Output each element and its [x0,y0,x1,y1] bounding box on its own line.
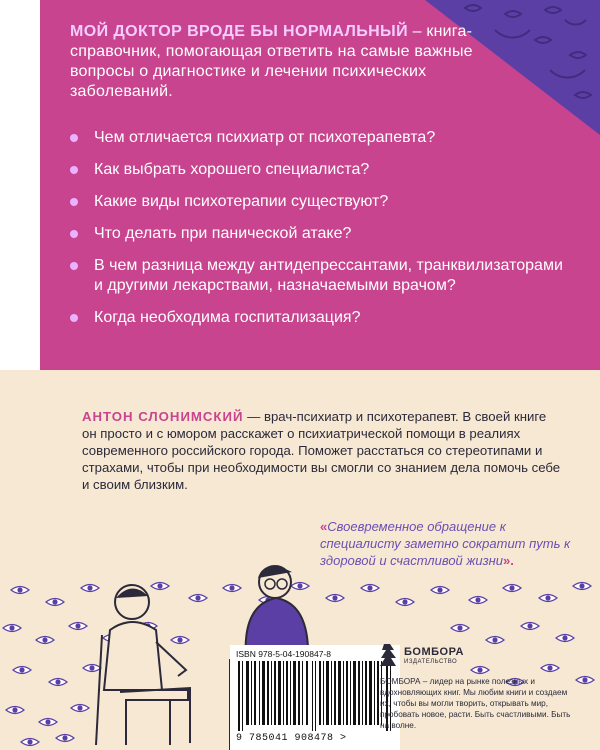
bombora-logo-icon [380,642,400,668]
publisher-logo [380,642,464,673]
bullet-icon [70,198,78,206]
publisher-description: БОМБОРА – лидер на рынке полезных и вдохновляющих книг. Мы любим книги и создаем их, чтобы вы могли творить, открывать мир, пробовать новое, расти. Быть счастливыми. Быть на волне. [380,677,571,730]
bullet-icon [70,166,78,174]
author-paragraph [82,408,562,493]
publisher-subtitle: ИЗДАТЕЛЬСТВО [404,659,458,665]
bullet-icon [70,230,78,238]
bullet-icon [70,134,78,142]
author-text: — врач-психиатр и психотерапевт. В своей книге он просто и с юмором расскажет о психиатрической помощи в реалиях современного российского города. Поможет расстаться со стереотипами и страхами, чтобы при необходимости вы смогли со знанием дела помочь себе и своим близким. [82,409,561,492]
quote-text: Своевременное обращение к специалисту заметно сократит путь к здоровой и счастливой жизни [320,519,571,568]
barcode [230,645,400,750]
bullet-icon [70,262,78,270]
list-item: Когда необходима госпитализация? [70,308,570,328]
list-item: В чем разница между антидепрессантами, транквилизаторами и другими лекарствами, назначаемыми врачом? [70,256,570,296]
list-item: Как выбрать хорошего специалиста? [70,160,570,180]
bullet-icon [70,314,78,322]
intro-paragraph [70,22,490,102]
barcode-digits: 9 785041 908478 > [236,733,347,744]
bottom-panel [0,370,600,750]
list-item: Какие виды психотерапии существуют? [70,192,570,212]
intro-text: – книга-справочник, помогающая ответить на самые важные вопросы о диагностике и лечении психических заболеваний. [70,23,473,100]
questions-list [70,128,570,340]
quote-open-mark: « [320,519,328,534]
list-item: Что делать при панической атаке? [70,224,570,244]
top-panel [40,0,600,370]
book-title: МОЙ ДОКТОР ВРОДЕ БЫ НОРМАЛЬНЫЙ [70,23,409,40]
isbn-text: ISBN 978-5-04-190847-8 [236,649,331,659]
barcode-bars [236,661,394,731]
author-name: АНТОН СЛОНИМСКИЙ [82,409,244,424]
list-item: Чем отличается психиатр от психотерапевта? [70,128,570,148]
publisher-name: БОМБОРА [404,646,464,658]
quote-close-mark: ». [503,553,514,568]
